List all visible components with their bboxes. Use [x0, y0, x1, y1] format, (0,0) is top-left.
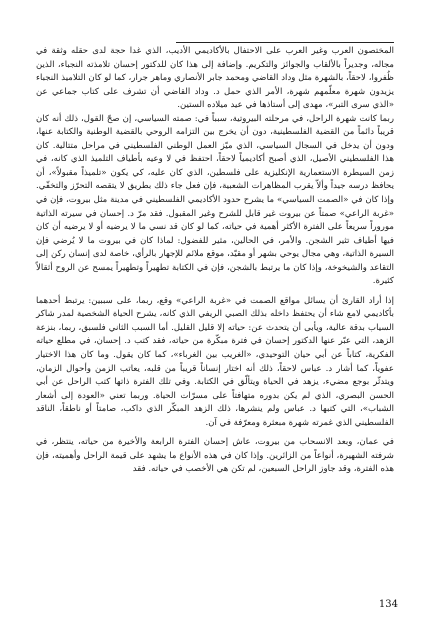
- paragraph: المختصون العرب وغير العرب على الاحتفال بالأكاديمي الأديب، الذي غدا حجة لدى حقله وثقة في مجاله، وجديراً بالألقاب والجوائز والتكريم. وإضافة إلى هذا كان للدكتور إحسان تلامذته النجباء، الذين ظُفروا، لاحقاً، بالشهرة مثل وداد القاضي ومحمد جابر الأنصاري وماهر جرار، كما لو كان التلاميذ النجباء يزيدون شهرة معلّمهم شهرة، الأمر الذي حمل د. وداد القاضي أن تشرف على كتاب جماعي عن «الذي سرى التبر»، مهدى إلى أستاذها في عيد ميلاده الستين.: [36, 46, 394, 111]
- paragraph: ربما كانت شهرة الراحل، في مرحلته البيروتية، سبباً في: صمته السياسي، إن صحّ القول، ذلك أنه كان قريباً دائماً من القضية الفلسطينية، دون أن يخرج بين التزامه الروحي بالقضية الوطنية والكتابة عنها، ودون أن يدخل في السجال السياسي، الذي ميّز العمل الوطني الفلسطيني في مراحل متتالية. كان هذا الفلسطيني الأصيل، الذي أصبح أكاديمياً لاحقاً، احتفظ في لا وعيه بأطياف التلميذ الذي كانه، في زمن السيطرة الاستعمارية الإنكليزية على فلسطين، الذي كان عليه، كي يكون «تلميذاً مقبولاً»، أن يحافظ درسه جيداً وألاّ يقرب المظاهرات الشعبية، فإن فعل جاء ذلك بطريق لا يتقصه التحرّز والتخفّي. وإذا كان في «الصمت السياسي» ما يشرح حدود الأكاديمي الفلسطيني في مدينة مثل بيروت، فإن في «غربة الراعي» صمتاً عن بيروت غير قابل للشرح وغير المقبول. فقد مرّ د. إحسان في سيرته الذاتية موروراً سريعاً على الفترة الأكثر أهمية في حياته، كما لو كان قد نسي ما لا يرضيه أو لا يرضيه أن كان فيها أطياف تثير الشجن. والأمر، في الحالين، مثير للفضول: لماذا كان في بيروت ما لا يُرضي فإن السيرة الذاتية، وهي مجال يوحي بشهر أو مقيّد، موقع ملائم للإجهار بالرأي، خاصة لدى إنسان ركن إلى التقاعد والشيخوخة، وإذا كان ما يرتبط بالشجن، فإن في الكتابة تطهيراً وتطهيراً يمسح عن الروح أثقالاً كثيرة.: [36, 113, 394, 287]
- header-rule: [176, 42, 394, 43]
- paragraph: إذا أراد القارئ أن يسائل مواقع الصمت في «غربة الراعي» وقع، ربما، على سببين: يرتبط أحدهما بأكاديمي لامع شاء أن يحتفظ داخله بذلك الصبي الريفي الذي كانه، يشرح الحياة الشخصية لمدر شاكر السياب بدقة عالية، ويأبى أن يتحدث عن: حياته إلا قليل القليل. أما السبب الثاني فلسبق، ربما، بنزعة الزهد، التي عبّر عنها الدكتور إحسان في فترة مبكّرة من حياته، فقد كتب د. إحسان، في مطلع حياته الفكرية، كتاباً عن أبي حيان التوحيدي، «الغريب بين الغرباء»، كما كان يقول. وما كان هذا الاختيار عفوياً، كما أشار د. عباس لاحقاً، ذلك أنه اختار إنساناً قريباً من قلبه، يعاتب الزمن وأحوال الزمان، ويتدثّر بوجع مضيء، يزهد في الحياة ويتألّق في الكتابة. وفي تلك الفترة ذاتها كتب الراحل عن أبي الحسن البصري، الذي لم يكن بدوره متهافتاً على مسرّات الحياة. وربما تعني «العودة إلى أشعار الشباب»، التي كتبها د. عباس ولم ينشرها، ذلك الزهد المبكّر الذي داكب، صامتاً أو ناطقاً، الناقد الفلسطيني الذي غمرته شهرة مبعثرة ومعرّفة في آن.: [36, 295, 394, 428]
- body-text: [36, 45, 394, 477]
- page-number: 134: [378, 599, 398, 610]
- paragraph: في عمان، وبعد الانسحاب من بيروت، عاش إحسان الفترة الرابعة والأخيرة من حياته، ينتظر، في شرفته الشهيرة، أنواعاً من الزائرين. وإذا كان في هذه الأنواع ما يشهد على قيمة الراحل وأهميته، فإن هذه الفترة، وقد جاوز الراحل السبعين، لم تكن هي الأخصب في حياته. فقد: [36, 437, 394, 475]
